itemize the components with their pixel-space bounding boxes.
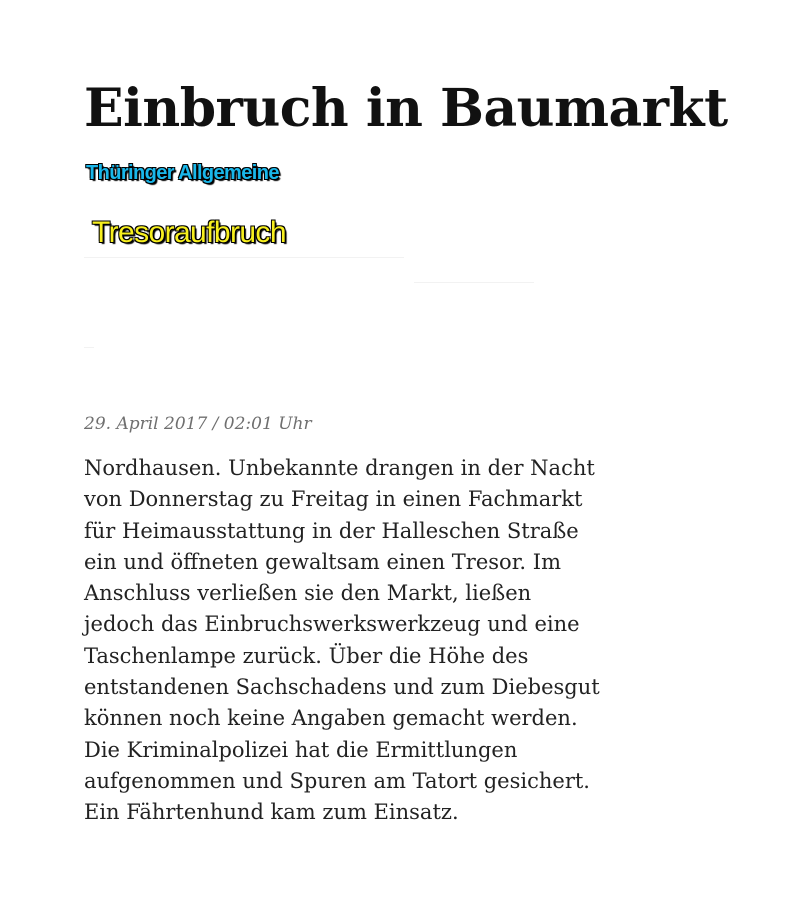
body-line: Nordhausen. Unbekannte drangen in der Nacht: [84, 456, 595, 480]
topic-label: Tresoraufbruch: [92, 216, 286, 249]
source-label: Thüringer Allgemeine: [86, 162, 279, 184]
body-line: entstandenen Sachschadens und zum Diebesgut: [84, 675, 600, 700]
article-dateline: 29. April 2017 / 02:01 Uhr: [84, 414, 312, 434]
article-body: [84, 453, 684, 829]
body-line: Anschluss verließen sie den Markt, ließen: [84, 581, 532, 606]
body-line: Die Kriminalpolizei hat die Ermittlungen: [84, 737, 518, 762]
article-headline: Einbruch in Baumarkt: [84, 78, 728, 139]
body-line: ein und öffneten gewaltsam einen Tresor. Im: [84, 549, 561, 574]
image-placeholder-line: [84, 347, 94, 348]
body-line: können noch keine Angaben gemacht werden.: [84, 706, 578, 731]
body-line: Taschenlampe zurück. Über die Höhe des: [84, 643, 529, 668]
body-line: für Heimausstattung in der Halleschen Straße: [84, 518, 579, 543]
article: [84, 0, 784, 900]
body-line: jedoch das Einbruchswerkswerkzeug und eine: [84, 612, 580, 637]
image-placeholder-line: [84, 257, 404, 258]
image-placeholder-line: [414, 282, 534, 283]
body-line: aufgenommen und Spuren am Tatort gesichert.: [84, 768, 590, 793]
body-line: Ein Fährtenhund kam zum Einsatz.: [84, 800, 459, 825]
body-line: von Donnerstag zu Freitag in einen Fachmarkt: [84, 487, 583, 512]
